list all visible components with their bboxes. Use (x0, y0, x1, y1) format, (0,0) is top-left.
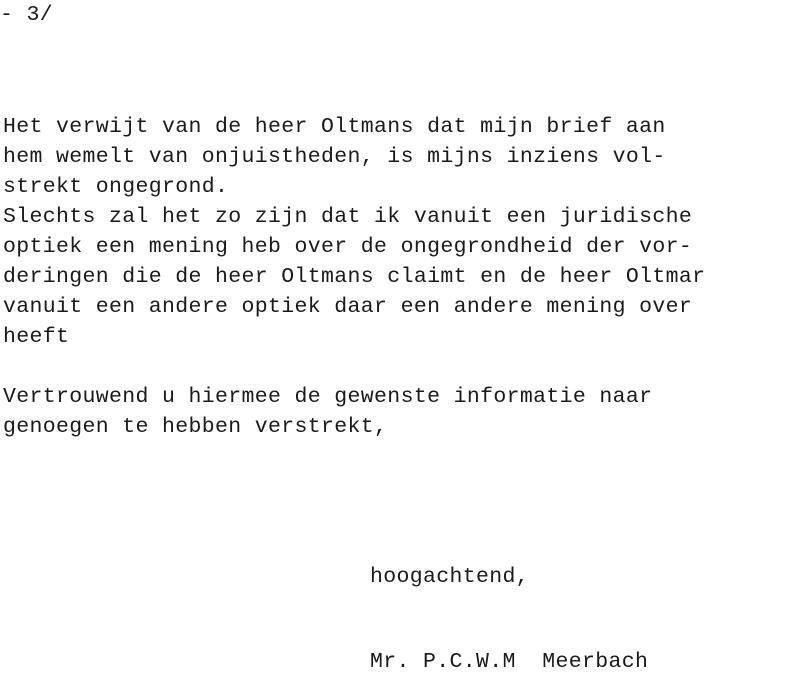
text-line: vanuit een andere optiek daar een andere mening over (3, 295, 693, 319)
closing-salutation: hoogachtend, (370, 565, 530, 589)
text-line: Het verwijt van de heer Oltmans dat mijn brief aan (3, 115, 666, 139)
text-line: genoegen te hebben verstrekt, (3, 415, 388, 439)
text-line: Slechts zal het zo zijn dat ik vanuit een juridische (3, 205, 693, 229)
text-line: Vertrouwend u hiermee de gewenste informatie naar (3, 385, 653, 409)
page-number: - 3/ (0, 3, 54, 27)
text-line: heeft (3, 325, 70, 349)
text-line: strekt ongegrond. (3, 175, 229, 199)
text-line: optiek een mening heb over de ongegrondheid der vor- (3, 235, 693, 259)
text-line: hem wemelt van onjuistheden, is mijns inziens vol- (3, 145, 666, 169)
signature-name: Mr. P.C.W.M Meerbach (370, 650, 649, 674)
text-line: deringen die de heer Oltmans claimt en de heer Oltmar (3, 265, 706, 289)
